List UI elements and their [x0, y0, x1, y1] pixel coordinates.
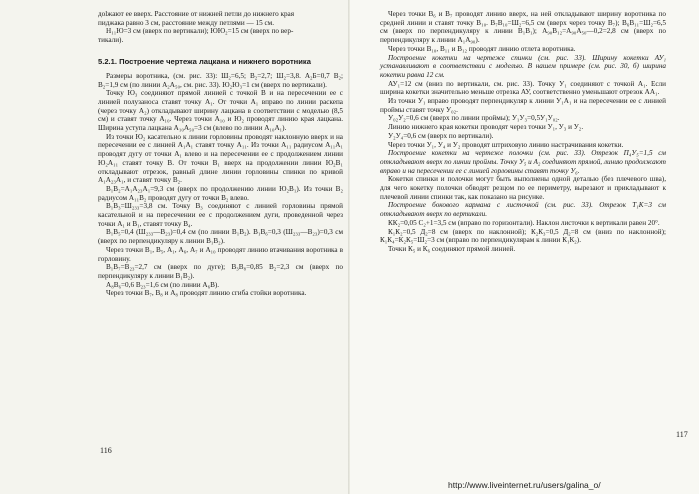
- right-page-number: 117: [676, 430, 688, 439]
- left-page-number: 116: [100, 446, 112, 455]
- right-paragraph: Линию нижнего края кокетки проводят через точки У₁, У₃ и У₂.: [388, 123, 584, 132]
- right-paragraph: Построение бокового кармана с листочкой (см. рис. 33). Отрезок Т₁К=3 см откладывают вверх по вертикали.: [380, 201, 666, 219]
- left-text-column: [98, 10, 343, 298]
- left-top-line-3: Н₁₁Ю=3 см (вверх по вертикали); ЮЮ₂=15 см (вверх по вер-: [106, 27, 294, 36]
- right-paragraph: КК₂=0,05 С₂+1=3,5 см (вправо по горизонтали). Наклон листочки к вертикали равен 20°.: [388, 218, 660, 227]
- right-paragraph: У₀₂У₂=0,6 см (вверх по линии проймы); У₁У₃=0,5У₁У₀₂.: [388, 114, 560, 123]
- right-paragraph: Построение кокетки на чертеже спинки (см. рис. 33). Ширину кокетки АУ₁ устанавливают в соответствии с моделью. В нашем примере (см. рис. 30, б) ширина кокетки равна 12 см.: [380, 53, 666, 79]
- right-paragraph: Кокетки спинки и полочки могут быть выполнены одной деталью (без плечевого шва), для чего кокетку полочки обводят резцом по ее периметру, вырезают и прикладывают к плечевой линии спинки так, как показано на рисунке.: [380, 175, 666, 201]
- left-paragraph: Точку Ю₃ соединяют прямой линией с точкой В и на пересечении ее с линией полузаноса ставят точку А₁. От точки А₁ вправо по линии раскепа (через точку А₂) откладывают ширину лацкана в соответствии с моделью (8,5 см) и ставят точку А₁₀. Через точки А₁₀ и Ю₂ проводят линию края лацкана. Ширина уступа лацкана А₁₀А₅₀=3 см (влево по линии А₁₀А₁).: [98, 89, 343, 133]
- left-paragraph: Через точки В₇, В₈ и А₈ проводят линию сгиба стойки воротника.: [106, 289, 307, 298]
- right-paragraph: Построение кокетки на чертеже полочки (см. рис. 33). Отрезок П₄У₅=1,5 см откладывают вверх по линии проймы. Точку У₅ и А₂ соединяют прямой, линию продолжают вправо и на пересечении ее с линией горловины ставят точку У₆.: [380, 149, 666, 175]
- left-top-line-2: пиджака равно 3 см, расстояние между петлями — 15 см.: [98, 18, 275, 27]
- right-paragraph: Через точки В₆ и В₇ проводят линию вверх, на ней откладывают ширину воротника по средней линии и ставят точку В₁₀. В₇В₁₀=Ш₂=6,5 см (вверх через точку В₇); В₆В₁₁=Ш₂=6,5 см (вверх по перпендикуляру к линии В₁В₁); А₉₀В₁₂=А₉₀А₅₀—0,2=2,8 см (вверх по перпендикуляру к линии А₁А₉₀).: [380, 10, 666, 45]
- right-paragraph: Точки К₅ и К₆ соединяют прямой линией.: [388, 244, 516, 253]
- left-paragraph: В₁В₂=А₁А₂₃А₁=9,3 см (вверх по продолжению линии Ю₂В₁). Из точки В₂ радиусом А₁₁В₂ проводят дугу от точки В₂ влево.: [98, 184, 343, 202]
- right-paragraph: Из точки У₁ вправо проводят перпендикуляр к линии У₁А₁ и на пересечении ее с линией проймы ставят точку У₀₂.: [380, 97, 666, 114]
- right-page: [350, 0, 699, 494]
- left-top-line-4: тикали).: [98, 36, 124, 45]
- right-text-column: [380, 10, 666, 254]
- left-paragraph: В₁В₃=Ш₂₃₃=3,8 см. Точку В₃ соединяют с линией горловины прямой касательной и на пересечении ее с продолжением дуги, проведенной через точки А₁ и В₁, ставят точку В₄.: [98, 202, 343, 228]
- left-top-line-1: доlжают ее вверх. Расстояние от нижней петли до нижнего края: [98, 10, 295, 18]
- right-paragraph: Через точки В₁₀, В₁₁ и В₁₂ проводят линию отлета воротника.: [388, 44, 576, 53]
- left-paragraph: А₈В₆=0,6 В₂₃=1,6 см (по линии А₆В).: [106, 280, 220, 289]
- left-paragraph: Размеры воротника, (см. рис. 33): Ш₂=6,5; В₂=2,7; Ш₂=3,8. А₂Б=0,7 В₂; В₂=1,9 см (по линии А₂А₅₀, см. рис. 33). Ю₂Ю₃=1 см (вверх по вертикали).: [98, 71, 343, 89]
- right-paragraph: АУ₁=12 см (вниз по вертикали, см. рис. 33). Точку У₁ соединяют с точкой А₁. Если ширина кокетки значительно меньше отрезка АУ, соответственно уменьшают отрезок АА₁.: [380, 79, 666, 97]
- right-paragraph: Через точки У₁, У₄ и У₂ проводят штриховую линию настрачивания кокетки.: [388, 140, 624, 149]
- left-paragraph: Из точки Ю₂ касательно к линии горловины проводят наклонную вверх и на пересечении ее с линией А₁А₁ ставят точку А₁₁. Из точки А₁₁ радиусом А₁₁А₁ проводят дугу от точки А₁ влево и на пересечении ее с продолжением линии Ю₂А₁₁ ставят точку В. От точки В₁ вверх на продолжении линии Ю₂В₁ откладывают отрезок, равный длине линии горловины спинки по кривой А₁А₂₃А₁, и ставят точку В₂.: [98, 132, 343, 185]
- left-paragraph: В₁В₇=В₂₃=2,7 см (вверх по дуге); В₃В₈=0,85 В₂=2,3 см (вверх по перпендикуляру к линии В₁В₂).: [98, 263, 343, 280]
- left-page: [0, 0, 349, 494]
- section-heading: 5.2.1. Построение чертежа лацкана и нижнего воротника: [98, 56, 311, 66]
- right-paragraph: К₁К₂=0,5 Д₂=8 см (вверх по наклонной); К₂К₃=0,5 Д₂=8 см (вниз по наклонной); К₁К₄=К₂К₅=Ш₂=3 см (вправо по перпендикулярам к линии К₁К₂).: [380, 227, 666, 245]
- left-paragraph: Через точки В₁, В₅, А₁, А₆, А₇ и А₁₀ проводят линию втачивания воротника в горловину.: [98, 245, 343, 263]
- watermark-link[interactable]: http://www.liveinternet.ru/users/galina_o/: [448, 480, 601, 490]
- left-paragraph: В₁В₅=0,4 (Ш₂₃₃—В₂₃)=0,4 см (по линии В₁В₂). В₁В₆=0,3 (Ш₂₃₃—В₂₃)=0,3 см (вверх по перпендикуляру к линии В₁В₂).: [98, 228, 343, 246]
- right-paragraph: У₂У₄=0,6 см (вверх по вертикали).: [388, 131, 494, 140]
